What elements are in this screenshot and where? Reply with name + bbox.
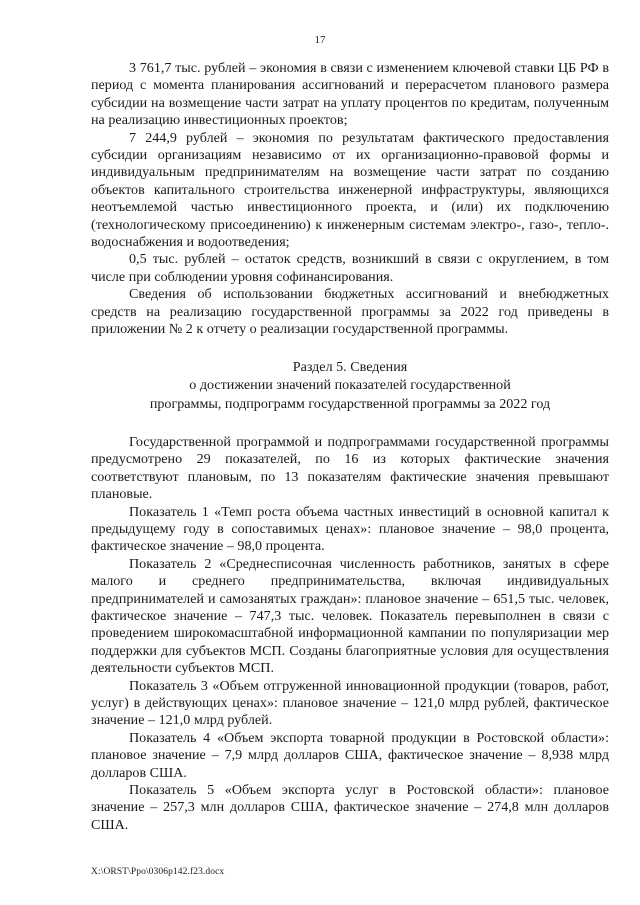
paragraph-indicator-5: Показатель 5 «Объем экспорта услуг в Ростовской области»: плановое значение – 257,3 млн долларов США, фактическое значение – 274,8 млн долларов США. — [91, 782, 609, 833]
paragraph-economy-subsidy: 7 244,9 рублей – экономия по результатам фактического предоставления субсидии организациям независимо от их организационно-правовой формы и индивидуальным предпринимателям на возмещение части затрат по созданию объектов капитального строительства инженерной инфраструктуры, являющихся неотъемлемой частью инвестиционного проекта, и (или) их подключению (технологическому присоединению) к инженерным системам электро-, газо-, тепло-. водоснабжения и водоотведения; — [91, 129, 609, 251]
section-subtitle-line-1: о достижении значений показателей государственной — [189, 377, 511, 394]
paragraph-indicator-1: Показатель 1 «Темп роста объема частных инвестиций в основной капитал к предыдущему году в сопоставимых ценах»: плановое значение – 98,0 процента, фактическое значение – 98,0 процента. — [91, 503, 609, 555]
paragraph-budget-usage: Сведения об использовании бюджетных ассигнований и внебюджетных средств на реализацию государственной программы за 2022 год приведены в приложении № 2 к отчету о реализации государственной программы. — [91, 286, 609, 338]
section-heading — [91, 358, 609, 414]
paragraph-indicators-summary: Государственной программой и подпрограммами государственной программы предусмотрено 29 показателей, по 16 из которых фактические значения соответствуют плановым, по 13 показателям фактические значения превышают плановые. — [91, 433, 609, 503]
paragraph-indicator-3: Показатель 3 «Объем отгруженной инновационной продукции (товаров, работ, услуг) в действующих ценах»: плановое значение – 121,0 млрд рублей, фактическое значение – 121,0 млрд рублей. — [91, 677, 609, 729]
paragraph-economy-key-rate: 3 761,7 тыс. рублей – экономия в связи с изменением ключевой ставки ЦБ РФ в период с момента планирования ассигнований и перерасчетом планового размера субсидии на возмещение части затрат на уплату процентов по кредитам, полученным на реализацию инвестиционных проектов; — [91, 60, 609, 129]
page-number: 17 — [314, 34, 326, 46]
paragraph-indicator-4: Показатель 4 «Объем экспорта товарной продукции в Ростовской области»: плановое значение – 7,9 млрд долларов США, фактическое значение – 8,938 млрд долларов США. — [91, 729, 609, 781]
document-body — [91, 60, 609, 834]
section-subtitle-line-2: программы, подпрограмм государственной программы за 2022 год — [149, 396, 551, 413]
paragraph-indicator-2: Показатель 2 «Среднесписочная численность работников, занятых в сфере малого и среднего предпринимательства, включая индивидуальных предпринимателей и самозанятых граждан»: плановое значение – 651,5 тыс. человек, фактическое значение – 747,3 тыс. человек. Показатель перевыполнен в связи с проведением широкомасштабной информационной кампании по популяризации мер поддержки для субъектов МСП. Созданы благоприятные условия для осуществления деятельности субъектов МСП. — [91, 555, 609, 677]
footer-file-path: X:\ORST\Ppo\0306p142.f23.docx — [91, 867, 225, 877]
section-title: Раздел 5. Сведения — [292, 358, 408, 375]
paragraph-rounding-remainder: 0,5 тыс. рублей – остаток средств, возникший в связи с округлением, в том числе при соблюдении уровня софинансирования. — [91, 251, 609, 285]
